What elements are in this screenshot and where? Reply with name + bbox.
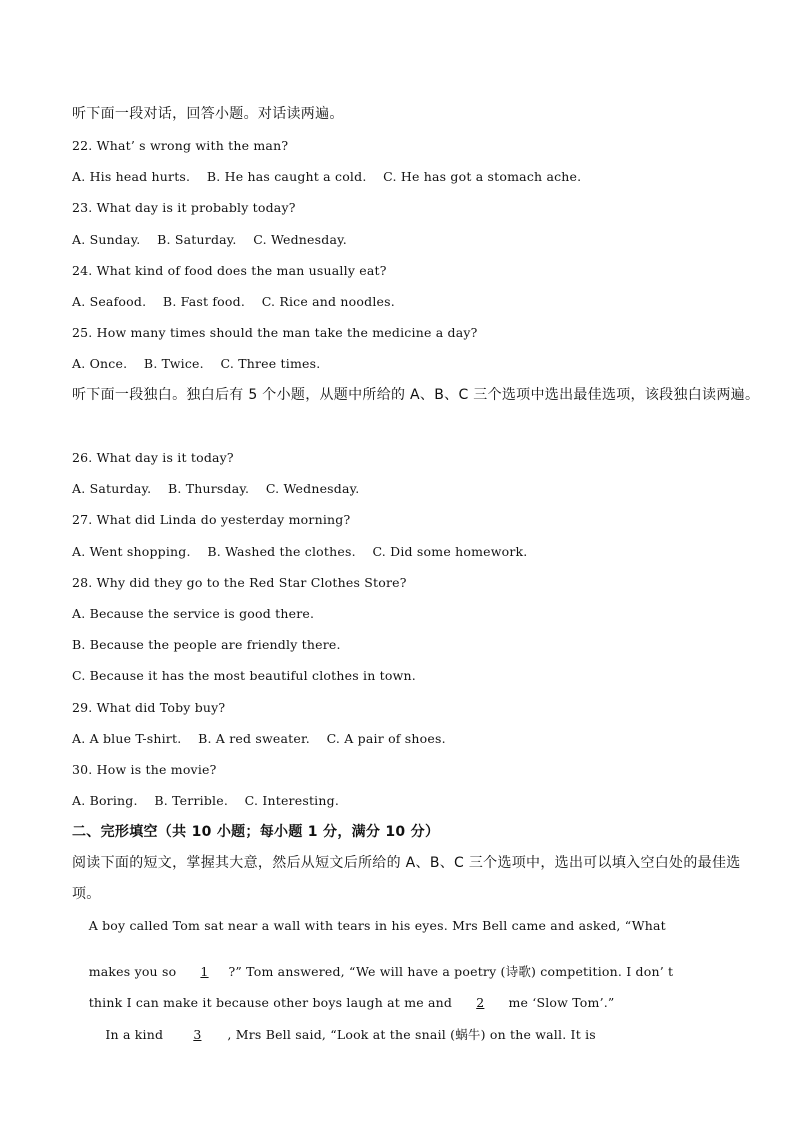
passage-line-4 — [72, 1010, 596, 1058]
options-25: A. Once. B. Twice. C. Three times. — [72, 356, 321, 371]
cloze-instructions-line1: 阅读下面的短文，掌握其大意，然后从短文后所给的 A、B、C 三个选项中，选出可以填入空白处的最佳选 — [72, 855, 741, 871]
option-28-b: B. Because the people are friendly there. — [72, 637, 341, 652]
passage-text: me ‘Slow Tom’.” — [504, 995, 615, 1010]
question-22: 22. What’ s wrong with the man? — [72, 138, 289, 153]
question-26: 26. What day is it today? — [72, 450, 234, 465]
passage-text: makes you so — [88, 964, 181, 979]
question-27: 27. What did Linda do yesterday morning? — [72, 512, 351, 527]
question-25: 25. How many times should the man take the medicine a day? — [72, 325, 478, 340]
option-28-a: A. Because the service is good there. — [72, 606, 315, 621]
options-23: A. Sunday. B. Saturday. C. Wednesday. — [72, 232, 347, 247]
cloze-instructions-line2: 项。 — [72, 886, 101, 902]
blank-3: 3 — [193, 1027, 202, 1042]
blank-2: 2 — [476, 995, 485, 1010]
question-24: 24. What kind of food does the man usually eat? — [72, 263, 387, 278]
question-29: 29. What did Toby buy? — [72, 700, 226, 715]
passage-text: In a kind — [88, 1027, 168, 1042]
cloze-heading: 二、完形填空（共 10 小题；每小题 1 分，满分 10 分） — [72, 824, 440, 840]
blank-1: 1 — [200, 964, 209, 979]
options-30: A. Boring. B. Terrible. C. Interesting. — [72, 793, 339, 808]
options-22: A. His head hurts. B. He has caught a cold. C. He has got a stomach ache. — [72, 169, 582, 184]
question-30: 30. How is the movie? — [72, 762, 217, 777]
passage-text: think I can make it because other boys laugh at me and — [88, 995, 457, 1010]
options-29: A. A blue T-shirt. B. A red sweater. C. A pair of shoes. — [72, 731, 446, 746]
options-26: A. Saturday. B. Thursday. C. Wednesday. — [72, 481, 360, 496]
passage-line-1: A boy called Tom sat near a wall with tears in his eyes. Mrs Bell came and asked, “What — [72, 918, 666, 933]
section2-intro: 听下面一段独白。独白后有 5 个小题，从题中所给的 A、B、C 三个选项中选出最佳选项，该段独白读两遍。 — [72, 387, 760, 403]
options-27: A. Went shopping. B. Washed the clothes. C. Did some homework. — [72, 544, 528, 559]
section1-intro: 听下面一段对话，回答小题。对话读两遍。 — [72, 106, 344, 122]
options-24: A. Seafood. B. Fast food. C. Rice and noodles. — [72, 294, 395, 309]
passage-text: , Mrs Bell said, “Look at the snail (蜗牛) on the wall. It is — [227, 1027, 596, 1042]
option-28-c: C. Because it has the most beautiful clothes in town. — [72, 668, 416, 683]
question-23: 23. What day is it probably today? — [72, 200, 296, 215]
passage-text: ?” Tom answered, “We will have a poetry (诗歌) competition. I don’ t — [228, 964, 674, 979]
question-28: 28. Why did they go to the Red Star Clothes Store? — [72, 575, 407, 590]
